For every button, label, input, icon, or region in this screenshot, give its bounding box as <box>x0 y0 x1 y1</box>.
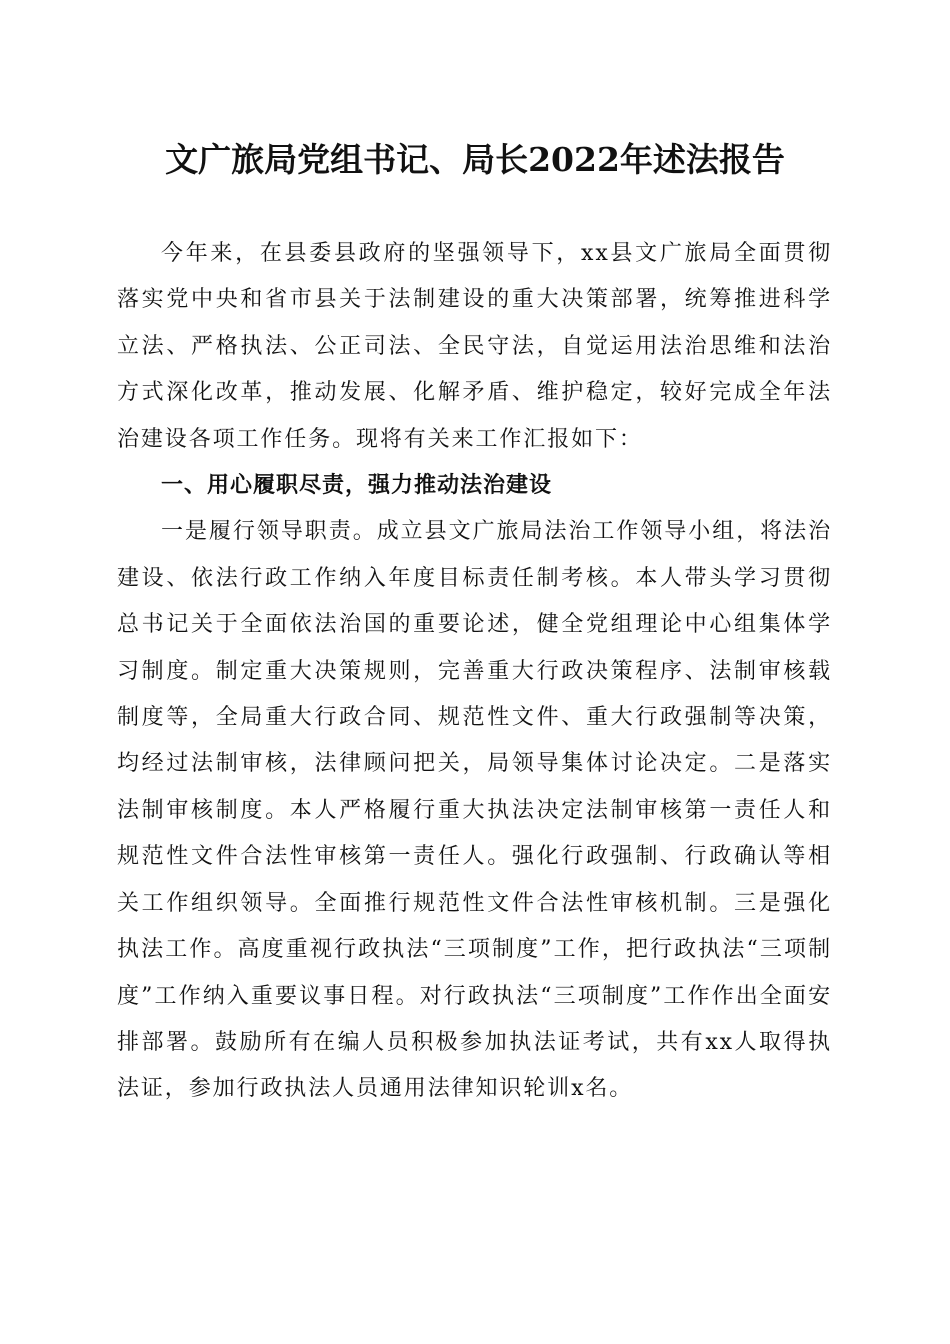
section-heading: 一、用心履职尽责，强力推动法治建设 <box>161 473 553 499</box>
document-title: 文广旅局党组书记、局长2022年述法报告 <box>165 140 785 179</box>
paragraph-body: 成立县文广旅局法治工作领导小组，将法治建设、依法行政工作纳入年度目标责任制考核。本人带头学习贯彻总书记关于全面依法治国的重要论述，健全党组理论中心组集体学习制度。制定重大决策规则，完善重大行政决策程序、法制审核载制度等，全局重大行政合同、规范性文件、重大行政强制等决策，均经过法制审核，法律顾问把关，局领导集体讨论决定。二是落实法制审核制度。本人严格履行重大执法决定法制审核第一责任人和规范性文件合法性审核第一责任人。强化行政强制、行政确认等相关工作组织领导。全面推行规范性文件合法性审核机制。三是强化执法工作。高度重视行政执法“三项制度”工作，把行政执法“三项制度”工作纳入重要议事日程。对行政执法“三项制度”工作作出全面安排部署。鼓励所有在编人员积极参加执法证考试，共有xx人取得执法证，参加行政执法人员通用法律知识轮训x名。 <box>117 519 832 1102</box>
intro-paragraph: 今年来，在县委县政府的坚强领导下，xx县文广旅局全面贯彻落实党中央和省市县关于法制建设的重大决策部署，统筹推进科学立法、严格执法、公正司法、全民守法，自觉运用法治思维和法治方式深化改革，推动发展、化解矛盾、维护稳定，较好完成全年法治建设各项工作任务。现将有关来工作汇报如下： <box>117 241 832 452</box>
paragraph-lead: 一是履行领导职责。 <box>161 519 377 545</box>
document-body <box>117 231 832 1113</box>
section-paragraph <box>117 509 832 1112</box>
